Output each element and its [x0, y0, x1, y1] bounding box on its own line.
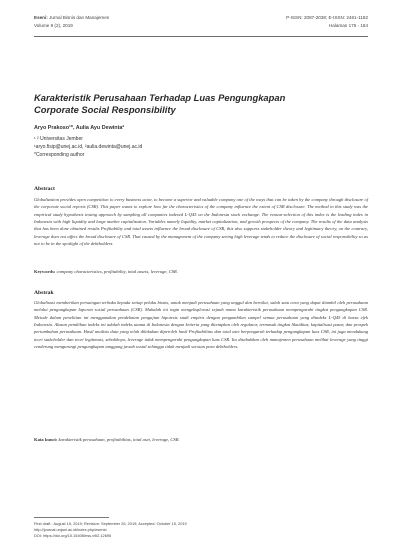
journal-label: Eseni: — [34, 15, 48, 20]
affiliation-institution: ¹ ² Universitas Jember — [34, 136, 83, 142]
journal-issn-info — [286, 14, 368, 30]
keywords-en — [34, 269, 368, 274]
keywords-en-list: company characteristics, profitability, total assets, leverage, CSR. — [56, 269, 179, 274]
keywords-id-label: Kata kunci: — [34, 437, 58, 442]
author-list: Aryo Prakoso¹*, Aulia Ayu Dewinta² — [34, 125, 125, 131]
journal-name: Jurnal Bisnis dan Manajemen — [49, 15, 110, 20]
paper-title — [34, 92, 368, 115]
title-line-1: Karakteristik Perusahaan Terhadap Luas Pengungkapan — [34, 92, 286, 103]
footer-notes — [34, 521, 187, 540]
keywords-id — [34, 437, 368, 442]
affiliations — [34, 135, 142, 159]
journal-volume: Volume 9 (2), 2019 — [34, 22, 73, 28]
journal-pages: Halaman 175 - 184 — [328, 22, 368, 28]
abstract-id-text: Globalisasi memberikan persaingan terbuka kepada setiap pelaku bisnis, untuk menjadi perusahaan yang unggul dan bernilai, salah satu cara yang dapat diambil oleh perusahaan melalui pengungkapan laporan sosial perusahaan (CSR). Makalah ini ingin mengeksplorasi sejauh mana karakteristik perusahaan mempengaruhi tingkat pengungkapan CSR. Metode dalam penelitian ini menggunakan pendekatan pengujian hipotesis studi empiris dengan pengambilan sampel semua perusahaan yang diindeks L-Q45 di bursa efek Indonesia. Alasan pemilihan indeks ini adalah indeks utama di Indonesia dengan kriteria yang ditetapkan oleh regulator, termasuk tingkat likuiditas, kapitalisasi pasar, dan prospek pertumbuhan perusahaan. Hasil analisis data yang telah dilakukan diperoleh hasil Profitabilitas dan total aset berpengaruh terhadap pengungkapan luas CSR, ini juga mendukung teori stakeholder dan teori legitimasi, sebaliknya, leverage tidak mempengaruhi pengungkapan luas CSR. Itu disebabkan oleh manajemen perusahaan melihat leverage yang tinggi cenderung mengurangi pengungkapan tanggung jawab sosial sehingga tidak menjadi sorotan para debtholders. — [34, 300, 368, 350]
footer-url[interactable]: http://journal.unjani.ac.id/index.php/esensi — [34, 527, 107, 533]
journal-name-line — [34, 14, 109, 22]
journal-issn: P-ISSN: 2087-2038; E-ISSN: 2461-1182 — [286, 15, 368, 20]
affiliation-emails: ¹aryo.fisip@unej.ac.id, ²aulia.dewinta@unej.ac.id — [34, 144, 143, 150]
keywords-en-label: Keywords: — [34, 269, 56, 274]
footer-dates: First draft : August 15, 2019; Revision: September 26, 2019; Accepted: October 15, 2019 — [34, 521, 187, 526]
header-rule — [34, 36, 368, 37]
abstract-en-text: Globalization provides open competition to every business actor, to become a superior and valuable company one of the ways that can be taken by the company through disclosure of the corporate social reports (CSR). This paper wants to explore how far the characteristics of the company influence the extent of CSR disclosure. The method in this study was the empirical study hypothesis testing approach by sampling all companies indexed L-Q45 on the Indonesia stock exchange. The reason-selection of this index is the leading index in Indonesia with high liquidity and large market capitalization. Variables namely liquidity, market capitalization, and growth prospects of the company. The results of the data analysis that has been done obtained results Profitability and total assets influence the broad disclosure of CSR, this also supports stakeholder theory and legitimacy theory, on the contrary, leverage does not affect the broad disclosure of CSR. That caused by the management of the company seeing high leverage tends to reduce the disclosure of social responsibility so as not to be in the spotlight of the debtholders. — [34, 197, 368, 247]
keywords-id-list: karakteristik perusahaan, profitabilitas, total aset, leverage, CSR. — [58, 437, 180, 442]
journal-header — [34, 14, 368, 30]
footer-rule — [34, 517, 109, 518]
footer-doi[interactable]: DOI: https://doi.org/10.15408/ess.v9i2.12695 — [34, 533, 112, 539]
title-line-2: Corporate Social Responsibility — [34, 103, 176, 115]
abstract-id-heading: Abstrak — [34, 290, 54, 296]
abstract-en-heading: Abstract — [34, 186, 55, 192]
corresponding-note: *Corresponding author — [34, 152, 85, 158]
journal-info — [34, 14, 109, 30]
